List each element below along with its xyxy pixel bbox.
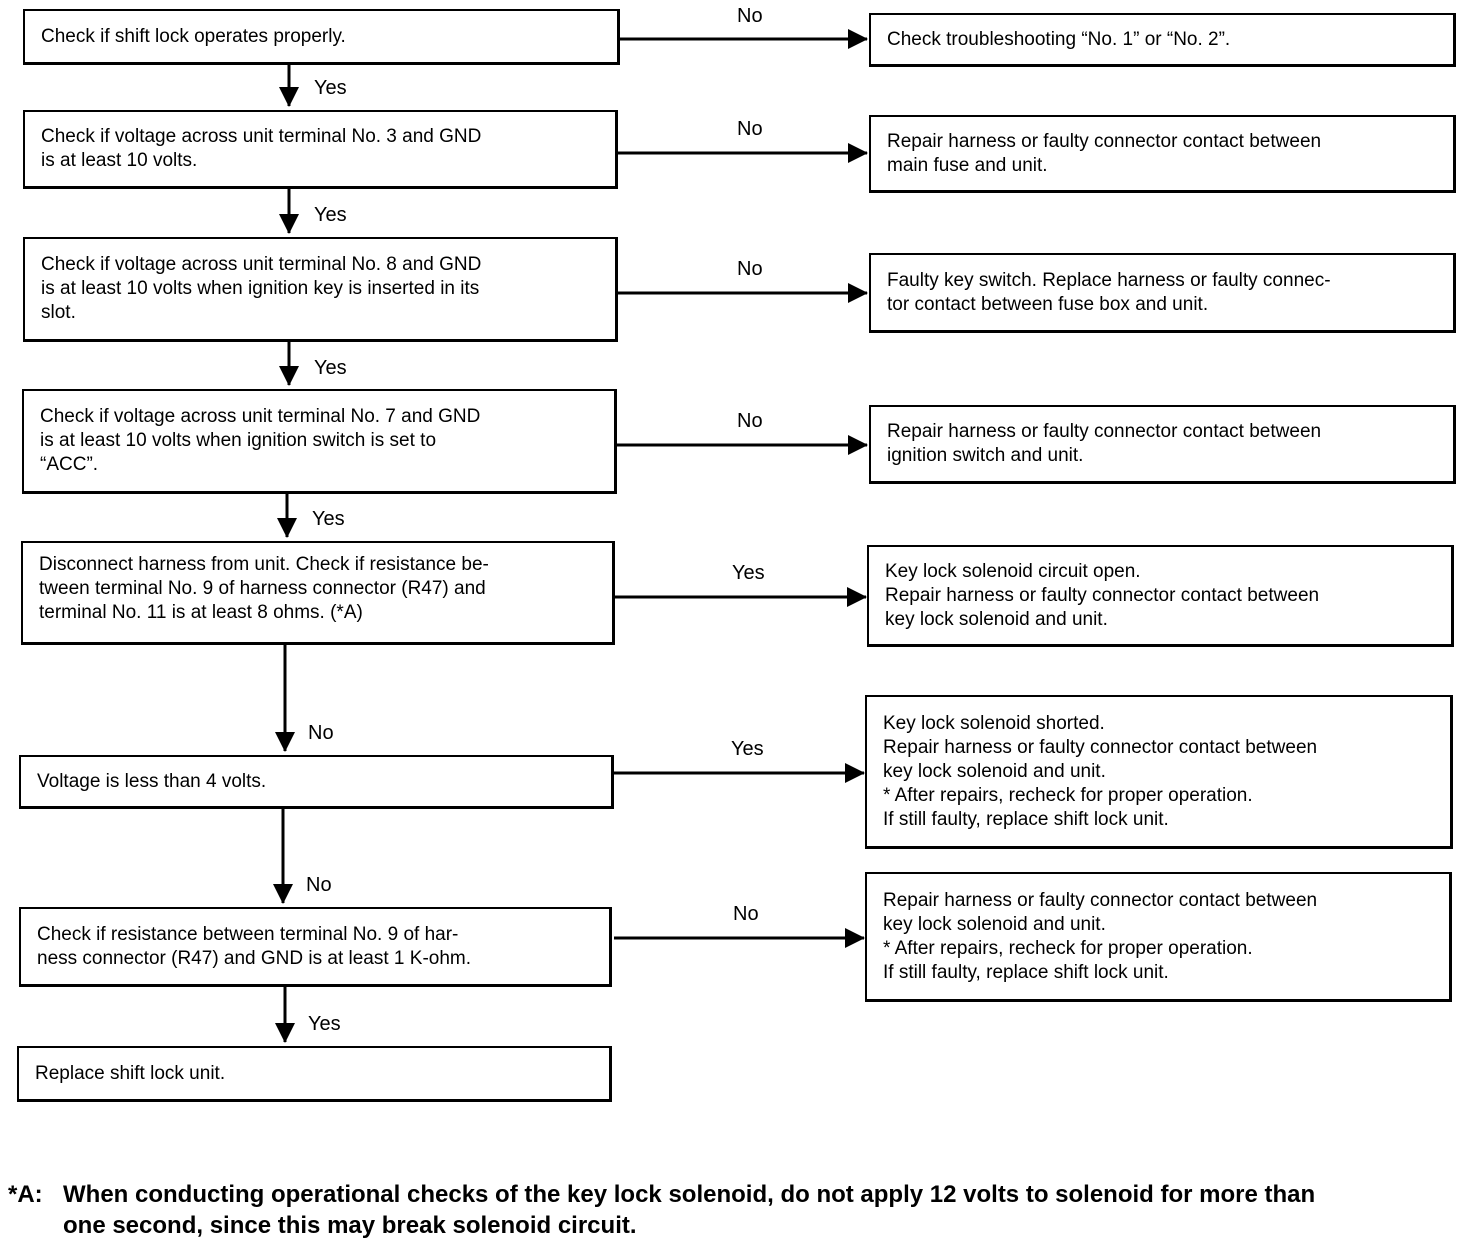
step-check-terminal-3-text: Check if voltage across unit terminal No. 3 and GND is at least 10 volts. — [41, 126, 482, 171]
step-replace-shift-lock-unit-text: Replace shift lock unit. — [35, 1062, 226, 1084]
step-check-resistance-terminal-11 — [21, 541, 615, 645]
result-solenoid-shorted-text: Key lock solenoid shorted. Repair harness or faulty connector contact between key lock solenoid and unit. * After repairs, recheck for proper operation. If still faulty, replace shift lock unit. — [883, 712, 1318, 830]
branch-label-yes: Yes — [314, 77, 347, 99]
branch-label-no: No — [306, 874, 332, 896]
step-check-terminal-8 — [23, 237, 618, 342]
step-check-terminal-7 — [22, 389, 617, 494]
result-repair-ignition-switch-text: Repair harness or faulty connector contact between ignition switch and unit. — [887, 421, 1322, 466]
branch-label-no: No — [308, 722, 334, 744]
step-check-terminal-8-text: Check if voltage across unit terminal No. 8 and GND is at least 10 volts when ignition key is inserted in its slot. — [41, 254, 482, 323]
result-repair-ignition-switch — [869, 405, 1456, 484]
step-check-resistance-terminal-11-text: Disconnect harness from unit. Check if resistance be- tween terminal No. 9 of harness connector (R47) and terminal No. 11 is at least 8 ohms. (*A) — [39, 554, 489, 623]
result-repair-main-fuse — [869, 115, 1456, 193]
step-check-terminal-3 — [23, 110, 618, 189]
branch-label-no: No — [737, 118, 763, 140]
footnote-text: When conducting operational checks of the key lock solenoid, do not apply 12 volts to solenoid for more than one second, since this may break solenoid circuit. — [63, 1181, 1316, 1239]
result-check-troubleshooting-text: Check troubleshooting “No. 1” or “No. 2”. — [887, 28, 1231, 50]
branch-label-no: No — [737, 258, 763, 280]
result-faulty-key-switch — [869, 253, 1456, 333]
step-check-resistance-gnd — [19, 907, 612, 987]
step-voltage-less-than-4-text: Voltage is less than 4 volts. — [37, 770, 267, 792]
result-solenoid-shorted — [865, 695, 1453, 849]
result-repair-solenoid-harness — [865, 872, 1452, 1002]
result-solenoid-circuit-open-text: Key lock solenoid circuit open. Repair harness or faulty connector contact between key lock solenoid and unit. — [885, 560, 1320, 630]
branch-label-no: No — [737, 410, 763, 432]
step-replace-shift-lock-unit — [17, 1046, 612, 1102]
branch-label-yes: Yes — [314, 204, 347, 226]
step-check-resistance-gnd-text: Check if resistance between terminal No. 9 of har- ness connector (R47) and GND is at least 1 K-ohm. — [37, 923, 472, 969]
branch-label-yes: Yes — [731, 738, 764, 760]
branch-label-yes: Yes — [314, 357, 347, 379]
branch-label-no: No — [733, 903, 759, 925]
step-voltage-less-than-4 — [19, 755, 614, 809]
branch-label-no: No — [737, 5, 763, 27]
step-check-terminal-7-text: Check if voltage across unit terminal No. 7 and GND is at least 10 volts when ignition switch is set to “ACC”. — [40, 406, 481, 475]
step-check-shift-lock — [23, 9, 620, 65]
result-check-troubleshooting — [869, 13, 1456, 67]
result-faulty-key-switch-text: Faulty key switch. Replace harness or faulty connec- tor contact between fuse box and unit. — [887, 269, 1331, 315]
branch-label-yes: Yes — [308, 1013, 341, 1035]
branch-label-yes: Yes — [732, 562, 765, 584]
result-repair-solenoid-harness-text: Repair harness or faulty connector contact between key lock solenoid and unit. * After repairs, recheck for proper operation. If still faulty, replace shift lock unit. — [883, 889, 1318, 983]
result-solenoid-circuit-open — [867, 545, 1454, 647]
footnote-marker: *A: — [8, 1181, 43, 1208]
step-check-shift-lock-text: Check if shift lock operates properly. — [41, 25, 346, 47]
result-repair-main-fuse-text: Repair harness or faulty connector contact between main fuse and unit. — [887, 130, 1322, 176]
branch-label-yes: Yes — [312, 508, 345, 530]
